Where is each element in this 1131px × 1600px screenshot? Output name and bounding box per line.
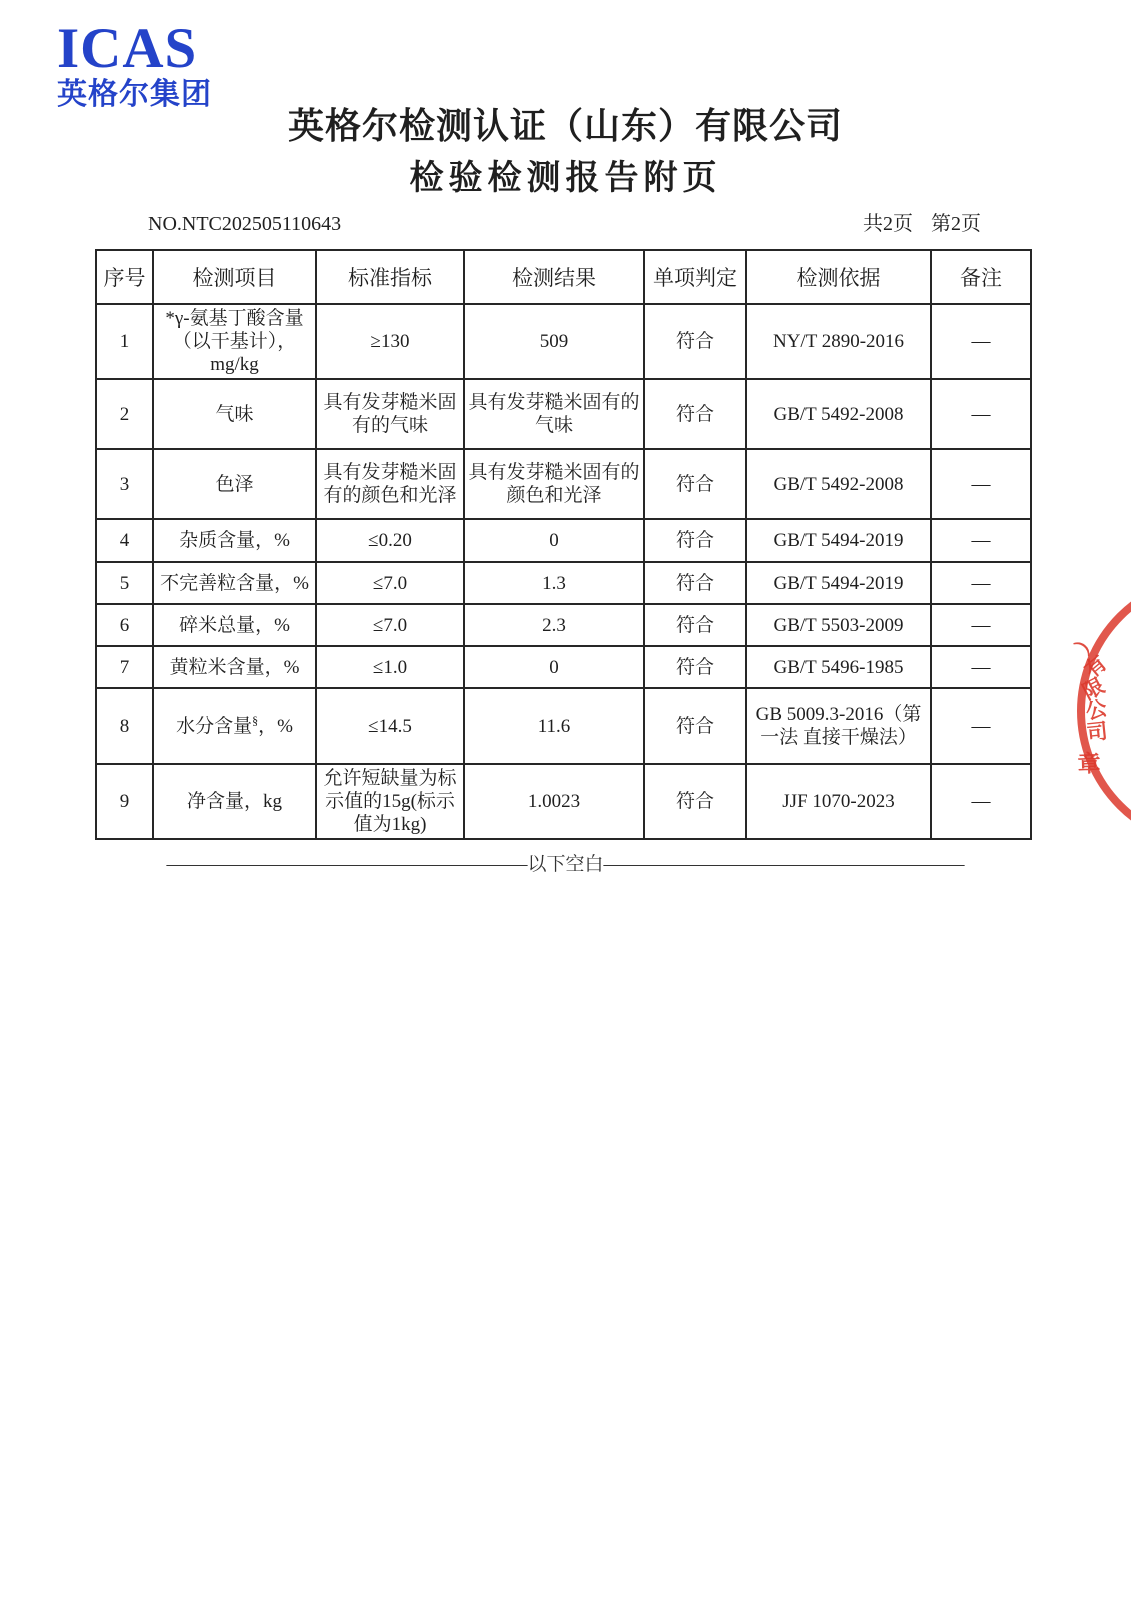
page-subtitle: 检验检测报告附页 [409,160,722,197]
table-cell-item: 黄粒米含量，% [153,646,316,688]
pages-current: 第2页 [931,213,981,235]
logo-group-name: 英格尔集团 [57,78,212,111]
table-cell-standard: ≥130 [316,304,464,379]
table-row [96,379,1031,449]
dash-run-right: ——————————————————— [603,854,965,875]
table-row [96,562,1031,604]
table-cell-no: 3 [96,449,153,519]
table-cell-result: 0 [464,646,644,688]
results-table-body [96,304,1031,839]
table-cell-standard: ≤7.0 [316,562,464,604]
table-row [96,604,1031,646]
table-cell-remark: — [931,449,1031,519]
table-cell-result: 11.6 [464,688,644,764]
table-cell-item: 碎米总量，% [153,604,316,646]
table-cell-result: 1.3 [464,562,644,604]
seal-arc-char: 有 [1079,650,1112,683]
table-cell-item: 色泽 [153,449,316,519]
table-cell-item: 水分含量§，% [153,688,316,764]
table-row [96,646,1031,688]
table-cell-result: 1.0023 [464,764,644,839]
table-cell-standard: ≤7.0 [316,604,464,646]
table-cell-judgment: 符合 [644,764,746,839]
table-cell-remark: — [931,646,1031,688]
table-header-cell: 单项判定 [644,250,746,304]
table-cell-remark: — [931,688,1031,764]
table-cell-standard: ≤1.0 [316,646,464,688]
page-indicator [863,212,981,236]
blank-note-label: 以下空白 [527,854,604,875]
table-cell-standard: 允许短缺量为标示值的15g(标示值为1kg) [316,764,464,839]
table-cell-remark: — [931,604,1031,646]
table-header-cell: 标准指标 [316,250,464,304]
table-cell-result: 2.3 [464,604,644,646]
dash-run-left: ——————————————————— [166,854,528,875]
logo-acronym: ICAS [57,17,198,80]
table-cell-basis: GB/T 5496-1985 [746,646,931,688]
company-logo [57,17,212,111]
table-cell-remark: — [931,764,1031,839]
report-number: NO.NTC202505110643 [148,213,342,235]
table-cell-result: 具有发芽糙米固有的颜色和光泽 [464,449,644,519]
seal-arc-char: 司 [1085,718,1109,746]
table-cell-no: 4 [96,519,153,562]
table-header-cell: 序号 [96,250,153,304]
page-title: 英格尔检测认证（山东）有限公司 [287,106,843,146]
results-table [95,249,1032,840]
table-cell-judgment: 符合 [644,688,746,764]
table-row [96,519,1031,562]
table-cell-basis: GB 5009.3-2016（第一法 直接干燥法） [746,688,931,764]
seal-arc-char: ） [1071,627,1104,660]
table-cell-no: 7 [96,646,153,688]
table-header-cell: 检测结果 [464,250,644,304]
table-cell-judgment: 符合 [644,646,746,688]
table-cell-result: 具有发芽糙米固有的气味 [464,379,644,449]
table-cell-result: 509 [464,304,644,379]
table-cell-result: 0 [464,519,644,562]
meta-row [148,212,981,236]
table-cell-remark: — [931,379,1031,449]
table-cell-item: 不完善粒含量，% [153,562,316,604]
table-cell-judgment: 符合 [644,304,746,379]
table-cell-standard: 具有发芽糙米固有的颜色和光泽 [316,449,464,519]
table-cell-no: 5 [96,562,153,604]
table-cell-remark: — [931,304,1031,379]
table-cell-judgment: 符合 [644,562,746,604]
table-cell-basis: GB/T 5494-2019 [746,519,931,562]
table-cell-standard: ≤0.20 [316,519,464,562]
table-row [96,449,1031,519]
table-row [96,764,1031,839]
table-cell-judgment: 符合 [644,379,746,449]
table-cell-no: 8 [96,688,153,764]
pages-total: 共2页 [863,213,913,235]
table-cell-judgment: 符合 [644,519,746,562]
table-cell-standard: ≤14.5 [316,688,464,764]
table-header-row [96,250,1031,304]
table-cell-judgment: 符合 [644,449,746,519]
seal-ring [1077,573,1131,849]
table-row [96,688,1031,764]
table-row [96,304,1031,379]
seal-arc-char: 限 [1078,673,1109,705]
table-header-cell: 检测依据 [746,250,931,304]
table-cell-basis: GB/T 5494-2019 [746,562,931,604]
table-cell-basis: GB/T 5503-2009 [746,604,931,646]
below-blank-note [0,854,1131,876]
table-cell-no: 2 [96,379,153,449]
table-header-cell: 检测项目 [153,250,316,304]
table-cell-item: 杂质含量，% [153,519,316,562]
table-cell-item: 气味 [153,379,316,449]
company-seal-stamp [1021,573,1131,873]
seal-bottom-char: 章 [1077,751,1101,777]
table-cell-no: 9 [96,764,153,839]
table-cell-basis: GB/T 5492-2008 [746,379,931,449]
table-cell-judgment: 符合 [644,604,746,646]
table-cell-item: 净含量，kg [153,764,316,839]
table-cell-remark: — [931,519,1031,562]
table-cell-basis: NY/T 2890-2016 [746,304,931,379]
table-cell-item: *γ-氨基丁酸含量（以干基计），mg/kg [153,304,316,379]
table-cell-no: 1 [96,304,153,379]
seal-arc-char: 公 [1082,695,1110,725]
table-cell-remark: — [931,562,1031,604]
table-cell-basis: GB/T 5492-2008 [746,449,931,519]
table-cell-basis: JJF 1070-2023 [746,764,931,839]
table-cell-standard: 具有发芽糙米固有的气味 [316,379,464,449]
table-header-cell: 备注 [931,250,1031,304]
table-cell-no: 6 [96,604,153,646]
